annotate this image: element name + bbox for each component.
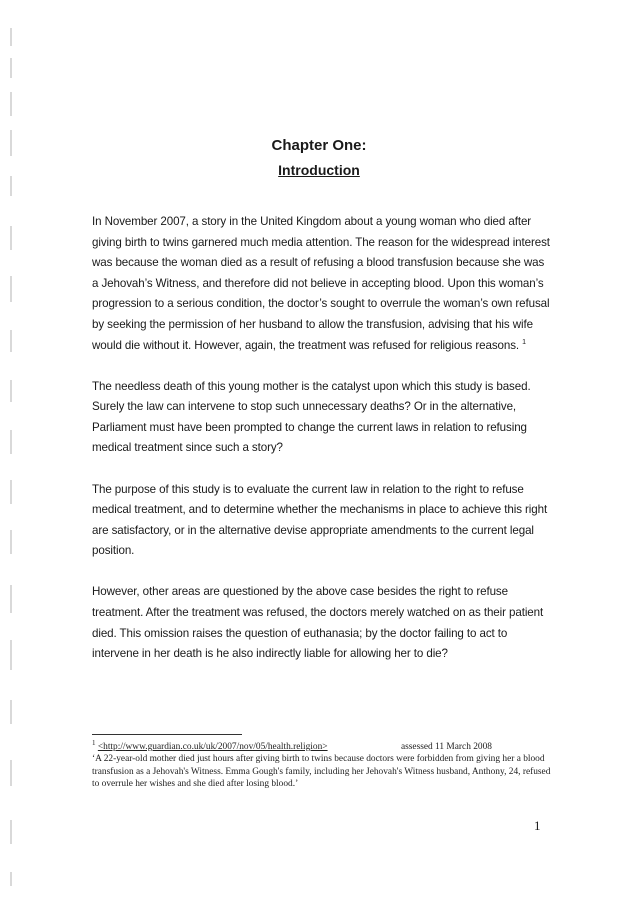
footnote-quote: ‘A 22-year-old mother died just hours after giving birth to twins because doctors were forbidden from giving her a blood transfusion as a Jehovah's Witness. Emma Gough's family, including her Jehovah's Witness husband, Anthony, 24, refused to overrule her wishes and she died after losing blood.’ — [92, 754, 551, 790]
chapter-title: Chapter One: — [271, 137, 367, 154]
scan-mark — [10, 872, 12, 886]
scan-mark — [10, 585, 12, 613]
footnote-reference[interactable]: 1 — [522, 338, 526, 346]
page-number: 1 — [534, 818, 541, 833]
scan-mark — [10, 276, 12, 302]
scan-mark — [10, 480, 12, 504]
footnote-source-line — [92, 738, 492, 753]
scan-mark — [10, 530, 12, 554]
scan-mark — [10, 28, 12, 46]
paragraph-text: In November 2007, a story in the United Kingdom about a young woman who died after giving birth to twins garnered much media attention. The reason for the widespread interest was because the woman died as a result of refusing a blood transfusion because she was a Jehovah’s Witness, and therefore did not believe in accepting blood. Upon this woman’s progression to a serious condition, the doctor’s sought to overrule the woman’s own refusal by seeking the permission of her husband to allow the transfusion, advising that his wife would die without it. However, again, the treatment was refused for religious reasons. — [92, 215, 550, 352]
footnote-link[interactable]: <http://www.guardian.co.uk/uk/2007/nov/05/health.religion> — [97, 742, 328, 752]
footnote-number: 1 — [92, 738, 96, 747]
footnote-accessed-date: assessed 11 March 2008 — [400, 742, 492, 752]
chapter-heading — [0, 136, 638, 180]
scan-mark — [10, 226, 12, 250]
paragraph — [92, 212, 552, 356]
paragraph: The needless death of this young mother is the catalyst upon which this study is based. Surely the law can intervene to stop such unnecessary deaths? Or in the alternative, Parliament must have been prompted to change the current laws in relation to refusing medical treatment since such a story? — [92, 379, 531, 455]
paragraph: The purpose of this study is to evaluate the current law in relation to the right to refuse medical treatment, and to determine whether the mechanisms in place to achieve this right are satisfactory, or in the alternative devise appropriate amendments to the current legal position. — [92, 482, 548, 558]
scan-mark — [10, 58, 12, 78]
paragraph: However, other areas are questioned by the above case besides the right to refuse treatment. After the treatment was refused, the doctors merely watched on as their patient died. This omission raises the question of euthanasia; by the doctor failing to act to intervene in her death is he also indirectly liable for allowing her to die? — [92, 585, 544, 661]
scan-mark — [10, 380, 12, 402]
scan-mark — [10, 430, 12, 454]
footnote — [92, 738, 552, 791]
scan-mark — [10, 640, 12, 670]
scan-mark — [10, 92, 12, 116]
scan-mark — [10, 760, 12, 786]
body-text — [92, 212, 552, 685]
chapter-subtitle: Introduction — [278, 162, 360, 178]
scan-mark — [10, 820, 12, 844]
scan-mark — [10, 700, 12, 724]
footnote-source — [92, 738, 328, 753]
scan-mark — [10, 330, 12, 352]
footnote-divider — [92, 734, 242, 735]
